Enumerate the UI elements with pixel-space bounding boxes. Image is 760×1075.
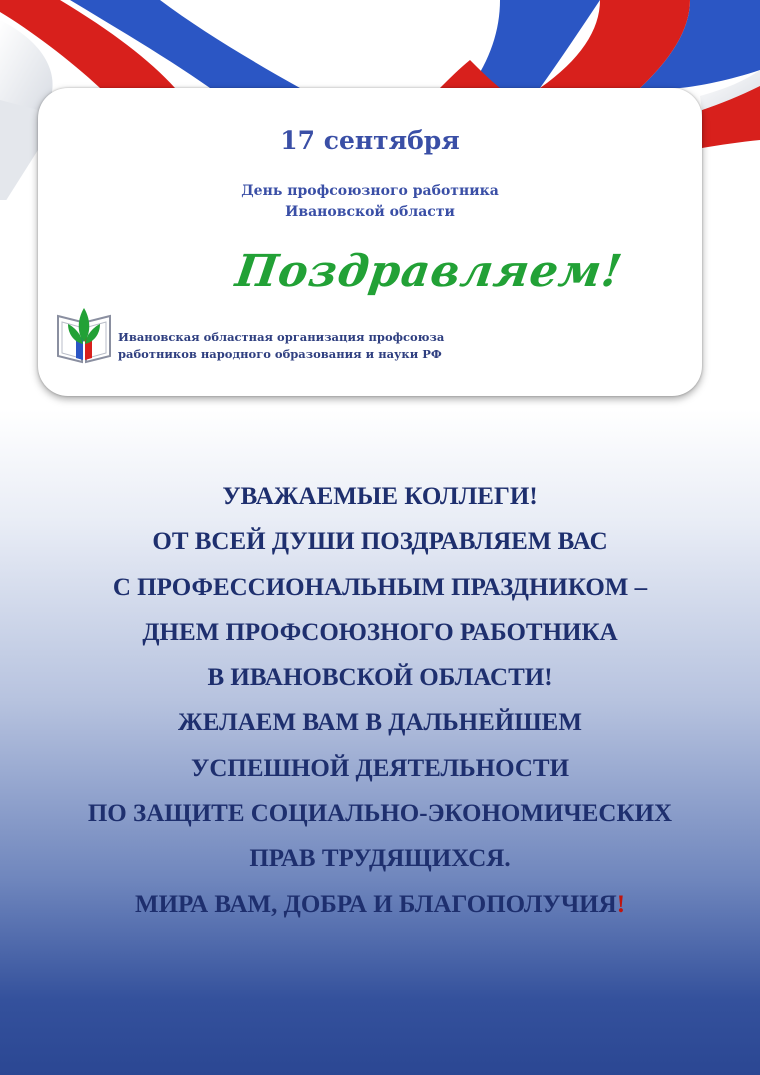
message-line: УСПЕШНОЙ ДЕЯТЕЛЬНОСТИ [190,754,570,782]
message-final-text: МИРА ВАМ, ДОБРА И БЛАГОПОЛУЧИЯ [134,890,617,918]
book-with-leaves-logo-icon [56,302,112,364]
message-line: УВАЖАЕМЫЕ КОЛЛЕГИ! [222,483,538,510]
organization-name-line2: работников народного образования и науки РФ [118,347,442,361]
exclamation-mark: ! [616,890,626,918]
holiday-name-line2: Ивановской области [285,204,455,220]
holiday-name-line1: День профсоюзного работника [241,183,499,199]
greeting-message [0,474,760,927]
message-line: ОТ ВСЕЙ ДУШИ ПОЗДРАВЛЯЕМ ВАС [152,528,608,556]
header-card [38,88,702,396]
message-final-line [0,882,760,927]
message-line: ПРАВ ТРУДЯЩИХСЯ. [249,845,511,873]
message-line: С ПРОФЕССИОНАЛЬНЫМ ПРАЗДНИКОМ – [112,573,648,601]
organization-name-line1: Ивановская областная организация профсоюза [118,330,445,344]
date-title: 17 сентября [280,126,460,155]
message-line: ЖЕЛАЕМ ВАМ В ДАЛЬНЕЙШЕМ [178,709,582,737]
message-line: ПО ЗАЩИТЕ СОЦИАЛЬНО-ЭКОНОМИЧЕСКИХ [87,800,673,828]
message-line: В ИВАНОВСКОЙ ОБЛАСТИ! [207,664,553,692]
congratulations-heading: Поздравляем! [232,246,626,297]
message-line: ДНЕМ ПРОФСОЮЗНОГО РАБОТНИКА [142,618,618,646]
